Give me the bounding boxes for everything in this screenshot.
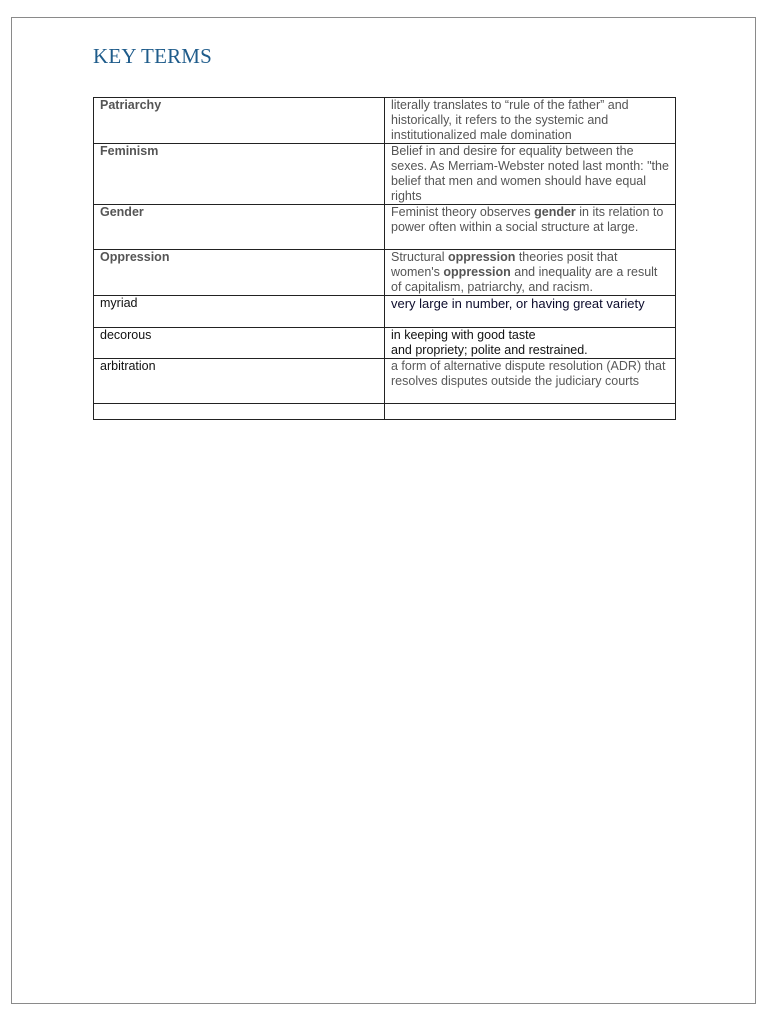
document-page xyxy=(11,17,756,1004)
definition-keyword: gender xyxy=(534,205,576,219)
definition-decorous-line: and propriety; polite and restrained. xyxy=(391,343,588,357)
definition-patriarchy: literally translates to “rule of the father” and historically, it refers to the systemic and institutionalized male domination xyxy=(391,98,629,142)
definition-cell xyxy=(385,296,676,328)
table-row xyxy=(94,205,676,250)
term-cell-empty xyxy=(94,404,385,420)
term-feminism: Feminism xyxy=(100,144,159,158)
definition-decorous-line: in keeping with good taste xyxy=(391,328,536,342)
definition-keyword: oppression xyxy=(447,250,516,264)
definition-cell xyxy=(385,205,676,250)
definition-cell xyxy=(385,144,676,205)
key-terms-table xyxy=(93,97,676,420)
definition-feminism: Belief in and desire for equality between the sexes. As Merriam-Webster noted last month: "the belief that men and women should have equal rights xyxy=(391,144,669,203)
table-row xyxy=(94,359,676,404)
table-row xyxy=(94,144,676,205)
definition-myriad: very large in number, or having great variety xyxy=(391,296,645,311)
table-row xyxy=(94,296,676,328)
definition-arbitration: a form of alternative dispute resolution (ADR) that resolves disputes outside the judiciary courts xyxy=(391,359,666,388)
term-decorous: decorous xyxy=(100,328,152,342)
term-gender: Gender xyxy=(100,205,144,219)
definition-text: in its relation to power often within a social structure at large. xyxy=(391,205,664,234)
definition-text: Structural xyxy=(391,250,448,264)
definition-text: Feminist theory observes xyxy=(391,205,535,219)
page-title: KEY TERMS xyxy=(93,44,213,68)
table-row-empty xyxy=(94,404,676,420)
term-cell xyxy=(94,250,385,296)
definition-text: theories posit that women's xyxy=(391,250,618,279)
term-cell xyxy=(94,296,385,328)
term-cell xyxy=(94,205,385,250)
definition-cell xyxy=(385,250,676,296)
table-row xyxy=(94,98,676,144)
term-patriarchy: Patriarchy xyxy=(100,98,162,112)
term-cell xyxy=(94,328,385,359)
term-cell xyxy=(94,98,385,144)
table-row xyxy=(94,328,676,359)
term-cell xyxy=(94,144,385,205)
definition-keyword: oppression xyxy=(443,265,511,279)
definition-cell-empty xyxy=(385,404,676,420)
table-row xyxy=(94,250,676,296)
definition-cell xyxy=(385,328,676,359)
definition-cell xyxy=(385,98,676,144)
definition-cell xyxy=(385,359,676,404)
term-cell xyxy=(94,359,385,404)
definition-gender xyxy=(391,205,663,234)
definition-oppression xyxy=(391,250,657,294)
term-myriad: myriad xyxy=(100,296,138,310)
term-oppression: Oppression xyxy=(100,250,170,264)
term-arbitration: arbitration xyxy=(100,359,156,373)
definition-text: and inequality are a result of capitalism, patriarchy, and racism. xyxy=(391,265,658,294)
